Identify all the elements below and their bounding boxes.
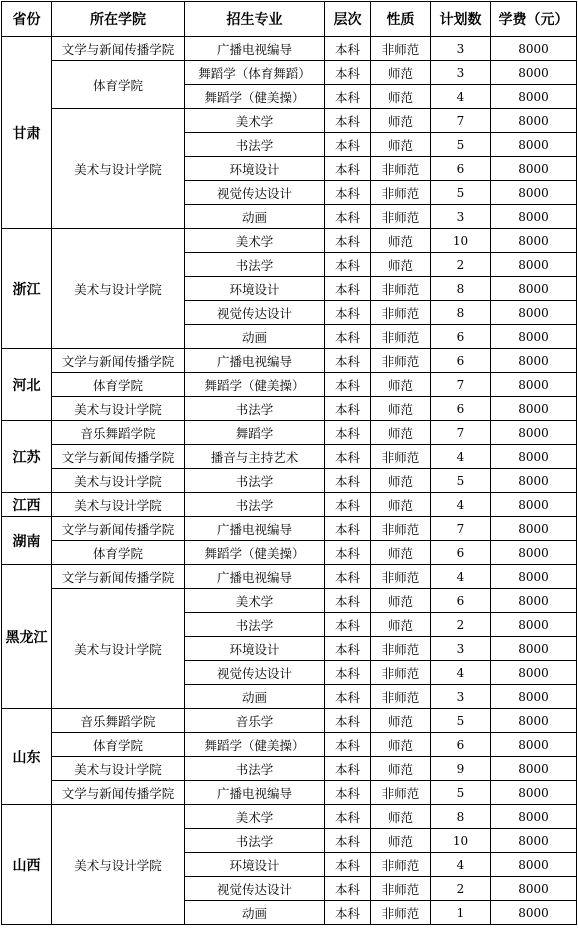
fee-cell: 8000 (491, 901, 577, 925)
count-cell: 4 (431, 493, 491, 517)
major-cell: 美术学 (185, 229, 325, 253)
level-cell: 本科 (325, 517, 371, 541)
major-cell: 书法学 (185, 469, 325, 493)
major-cell: 广播电视编导 (185, 37, 325, 61)
major-cell: 音乐学 (185, 709, 325, 733)
fee-cell: 8000 (491, 133, 577, 157)
header-major: 招生专业 (185, 2, 325, 37)
level-cell: 本科 (325, 301, 371, 325)
type-cell: 师范 (371, 61, 431, 85)
count-cell: 10 (431, 829, 491, 853)
count-cell: 5 (431, 709, 491, 733)
level-cell: 本科 (325, 133, 371, 157)
table-row (2, 445, 577, 469)
count-cell: 2 (431, 253, 491, 277)
level-cell: 本科 (325, 637, 371, 661)
header-fee: 学费（元） (491, 2, 577, 37)
type-cell: 师范 (371, 613, 431, 637)
type-cell: 师范 (371, 805, 431, 829)
province-cell: 江西 (2, 493, 52, 517)
level-cell: 本科 (325, 37, 371, 61)
count-cell: 1 (431, 901, 491, 925)
table-row (2, 757, 577, 781)
major-cell: 书法学 (185, 397, 325, 421)
fee-cell: 8000 (491, 85, 577, 109)
level-cell: 本科 (325, 397, 371, 421)
college-cell: 美术与设计学院 (52, 493, 185, 517)
level-cell: 本科 (325, 445, 371, 469)
college-cell: 音乐舞蹈学院 (52, 421, 185, 445)
fee-cell: 8000 (491, 469, 577, 493)
level-cell: 本科 (325, 61, 371, 85)
count-cell: 6 (431, 397, 491, 421)
table-row (2, 781, 577, 805)
type-cell: 师范 (371, 421, 431, 445)
major-cell: 广播电视编导 (185, 565, 325, 589)
type-cell: 非师范 (371, 277, 431, 301)
table-row (2, 733, 577, 757)
header-level: 层次 (325, 2, 371, 37)
major-cell: 美术学 (185, 805, 325, 829)
fee-cell: 8000 (491, 877, 577, 901)
fee-cell: 8000 (491, 61, 577, 85)
fee-cell: 8000 (491, 637, 577, 661)
count-cell: 4 (431, 445, 491, 469)
table-row (2, 805, 577, 829)
count-cell: 6 (431, 541, 491, 565)
college-cell: 体育学院 (52, 373, 185, 397)
header-college: 所在学院 (52, 2, 185, 37)
table-row (2, 421, 577, 445)
count-cell: 7 (431, 517, 491, 541)
level-cell: 本科 (325, 85, 371, 109)
level-cell: 本科 (325, 781, 371, 805)
province-cell: 甘肃 (2, 37, 52, 229)
college-cell: 美术与设计学院 (52, 469, 185, 493)
major-cell: 舞蹈学（体育舞蹈） (185, 61, 325, 85)
count-cell: 5 (431, 133, 491, 157)
college-cell: 文学与新闻传播学院 (52, 37, 185, 61)
college-cell: 音乐舞蹈学院 (52, 709, 185, 733)
major-cell: 环境设计 (185, 157, 325, 181)
enrollment-plan-table (1, 1, 577, 925)
level-cell: 本科 (325, 853, 371, 877)
count-cell: 3 (431, 685, 491, 709)
level-cell: 本科 (325, 325, 371, 349)
count-cell: 5 (431, 781, 491, 805)
province-cell: 江苏 (2, 421, 52, 493)
count-cell: 6 (431, 325, 491, 349)
fee-cell: 8000 (491, 325, 577, 349)
level-cell: 本科 (325, 229, 371, 253)
count-cell: 9 (431, 757, 491, 781)
table-row (2, 565, 577, 589)
type-cell: 非师范 (371, 181, 431, 205)
type-cell: 师范 (371, 109, 431, 133)
header-province: 省份 (2, 2, 52, 37)
major-cell: 舞蹈学（健美操） (185, 373, 325, 397)
level-cell: 本科 (325, 205, 371, 229)
college-cell: 体育学院 (52, 733, 185, 757)
type-cell: 非师范 (371, 901, 431, 925)
count-cell: 7 (431, 373, 491, 397)
province-cell: 浙江 (2, 229, 52, 349)
major-cell: 书法学 (185, 829, 325, 853)
major-cell: 视觉传达设计 (185, 877, 325, 901)
type-cell: 师范 (371, 709, 431, 733)
fee-cell: 8000 (491, 565, 577, 589)
count-cell: 7 (431, 109, 491, 133)
type-cell: 师范 (371, 733, 431, 757)
level-cell: 本科 (325, 877, 371, 901)
count-cell: 2 (431, 877, 491, 901)
level-cell: 本科 (325, 565, 371, 589)
major-cell: 动画 (185, 685, 325, 709)
header-type: 性质 (371, 2, 431, 37)
fee-cell: 8000 (491, 37, 577, 61)
header-count: 计划数 (431, 2, 491, 37)
province-cell: 山西 (2, 805, 52, 925)
fee-cell: 8000 (491, 733, 577, 757)
level-cell: 本科 (325, 373, 371, 397)
major-cell: 动画 (185, 325, 325, 349)
major-cell: 书法学 (185, 253, 325, 277)
type-cell: 师范 (371, 133, 431, 157)
level-cell: 本科 (325, 733, 371, 757)
table-row (2, 109, 577, 133)
count-cell: 3 (431, 61, 491, 85)
level-cell: 本科 (325, 805, 371, 829)
major-cell: 书法学 (185, 493, 325, 517)
type-cell: 非师范 (371, 37, 431, 61)
major-cell: 视觉传达设计 (185, 301, 325, 325)
major-cell: 动画 (185, 205, 325, 229)
college-cell: 体育学院 (52, 541, 185, 565)
major-cell: 书法学 (185, 133, 325, 157)
count-cell: 3 (431, 205, 491, 229)
table-row (2, 469, 577, 493)
count-cell: 6 (431, 589, 491, 613)
level-cell: 本科 (325, 421, 371, 445)
college-cell: 美术与设计学院 (52, 805, 185, 925)
count-cell: 4 (431, 661, 491, 685)
fee-cell: 8000 (491, 301, 577, 325)
count-cell: 5 (431, 469, 491, 493)
college-cell: 美术与设计学院 (52, 109, 185, 229)
province-cell: 河北 (2, 349, 52, 421)
fee-cell: 8000 (491, 853, 577, 877)
table-row (2, 517, 577, 541)
fee-cell: 8000 (491, 109, 577, 133)
major-cell: 环境设计 (185, 853, 325, 877)
type-cell: 非师范 (371, 781, 431, 805)
table-row (2, 493, 577, 517)
level-cell: 本科 (325, 493, 371, 517)
major-cell: 书法学 (185, 757, 325, 781)
level-cell: 本科 (325, 613, 371, 637)
college-cell: 美术与设计学院 (52, 589, 185, 709)
level-cell: 本科 (325, 253, 371, 277)
fee-cell: 8000 (491, 349, 577, 373)
fee-cell: 8000 (491, 205, 577, 229)
major-cell: 环境设计 (185, 277, 325, 301)
count-cell: 6 (431, 349, 491, 373)
level-cell: 本科 (325, 685, 371, 709)
table-row (2, 349, 577, 373)
fee-cell: 8000 (491, 757, 577, 781)
table-row (2, 373, 577, 397)
type-cell: 非师范 (371, 301, 431, 325)
type-cell: 非师范 (371, 445, 431, 469)
fee-cell: 8000 (491, 589, 577, 613)
college-cell: 美术与设计学院 (52, 757, 185, 781)
major-cell: 舞蹈学 (185, 421, 325, 445)
college-cell: 美术与设计学院 (52, 397, 185, 421)
type-cell: 非师范 (371, 565, 431, 589)
type-cell: 师范 (371, 757, 431, 781)
level-cell: 本科 (325, 901, 371, 925)
major-cell: 动画 (185, 901, 325, 925)
fee-cell: 8000 (491, 829, 577, 853)
count-cell: 8 (431, 301, 491, 325)
major-cell: 环境设计 (185, 637, 325, 661)
count-cell: 3 (431, 37, 491, 61)
college-cell: 文学与新闻传播学院 (52, 781, 185, 805)
fee-cell: 8000 (491, 253, 577, 277)
major-cell: 视觉传达设计 (185, 661, 325, 685)
table-row (2, 541, 577, 565)
type-cell: 非师范 (371, 325, 431, 349)
count-cell: 6 (431, 157, 491, 181)
count-cell: 4 (431, 853, 491, 877)
table-row (2, 397, 577, 421)
table-header-row (2, 2, 577, 37)
count-cell: 8 (431, 277, 491, 301)
fee-cell: 8000 (491, 157, 577, 181)
level-cell: 本科 (325, 277, 371, 301)
level-cell: 本科 (325, 541, 371, 565)
level-cell: 本科 (325, 157, 371, 181)
fee-cell: 8000 (491, 421, 577, 445)
type-cell: 非师范 (371, 877, 431, 901)
count-cell: 10 (431, 229, 491, 253)
fee-cell: 8000 (491, 277, 577, 301)
fee-cell: 8000 (491, 397, 577, 421)
college-cell: 文学与新闻传播学院 (52, 517, 185, 541)
type-cell: 非师范 (371, 853, 431, 877)
type-cell: 非师范 (371, 349, 431, 373)
type-cell: 师范 (371, 397, 431, 421)
fee-cell: 8000 (491, 373, 577, 397)
fee-cell: 8000 (491, 181, 577, 205)
level-cell: 本科 (325, 757, 371, 781)
province-cell: 湖南 (2, 517, 52, 565)
count-cell: 6 (431, 733, 491, 757)
fee-cell: 8000 (491, 229, 577, 253)
fee-cell: 8000 (491, 445, 577, 469)
type-cell: 非师范 (371, 637, 431, 661)
fee-cell: 8000 (491, 781, 577, 805)
level-cell: 本科 (325, 469, 371, 493)
level-cell: 本科 (325, 829, 371, 853)
major-cell: 美术学 (185, 109, 325, 133)
fee-cell: 8000 (491, 493, 577, 517)
major-cell: 舞蹈学（健美操） (185, 85, 325, 109)
table-row (2, 229, 577, 253)
level-cell: 本科 (325, 181, 371, 205)
table-row (2, 709, 577, 733)
fee-cell: 8000 (491, 541, 577, 565)
table-row (2, 37, 577, 61)
major-cell: 广播电视编导 (185, 349, 325, 373)
table-row (2, 61, 577, 85)
type-cell: 师范 (371, 373, 431, 397)
type-cell: 非师范 (371, 157, 431, 181)
type-cell: 非师范 (371, 205, 431, 229)
type-cell: 师范 (371, 253, 431, 277)
province-cell: 山东 (2, 709, 52, 805)
major-cell: 视觉传达设计 (185, 181, 325, 205)
major-cell: 舞蹈学（健美操） (185, 541, 325, 565)
type-cell: 非师范 (371, 685, 431, 709)
level-cell: 本科 (325, 709, 371, 733)
count-cell: 5 (431, 181, 491, 205)
level-cell: 本科 (325, 349, 371, 373)
type-cell: 师范 (371, 589, 431, 613)
type-cell: 师范 (371, 85, 431, 109)
major-cell: 广播电视编导 (185, 781, 325, 805)
level-cell: 本科 (325, 661, 371, 685)
province-cell: 黑龙江 (2, 565, 52, 709)
level-cell: 本科 (325, 589, 371, 613)
college-cell: 文学与新闻传播学院 (52, 565, 185, 589)
fee-cell: 8000 (491, 517, 577, 541)
count-cell: 2 (431, 613, 491, 637)
count-cell: 7 (431, 421, 491, 445)
major-cell: 广播电视编导 (185, 517, 325, 541)
type-cell: 师范 (371, 541, 431, 565)
major-cell: 书法学 (185, 613, 325, 637)
table-body (2, 37, 577, 925)
type-cell: 非师范 (371, 517, 431, 541)
college-cell: 美术与设计学院 (52, 229, 185, 349)
major-cell: 美术学 (185, 589, 325, 613)
count-cell: 4 (431, 85, 491, 109)
type-cell: 非师范 (371, 661, 431, 685)
fee-cell: 8000 (491, 613, 577, 637)
table-row (2, 589, 577, 613)
type-cell: 师范 (371, 493, 431, 517)
fee-cell: 8000 (491, 805, 577, 829)
type-cell: 师范 (371, 469, 431, 493)
fee-cell: 8000 (491, 661, 577, 685)
count-cell: 3 (431, 637, 491, 661)
college-cell: 文学与新闻传播学院 (52, 349, 185, 373)
fee-cell: 8000 (491, 685, 577, 709)
type-cell: 师范 (371, 229, 431, 253)
major-cell: 播音与主持艺术 (185, 445, 325, 469)
count-cell: 4 (431, 565, 491, 589)
fee-cell: 8000 (491, 709, 577, 733)
college-cell: 文学与新闻传播学院 (52, 445, 185, 469)
college-cell: 体育学院 (52, 61, 185, 109)
level-cell: 本科 (325, 109, 371, 133)
type-cell: 师范 (371, 829, 431, 853)
count-cell: 8 (431, 805, 491, 829)
major-cell: 舞蹈学（健美操） (185, 733, 325, 757)
